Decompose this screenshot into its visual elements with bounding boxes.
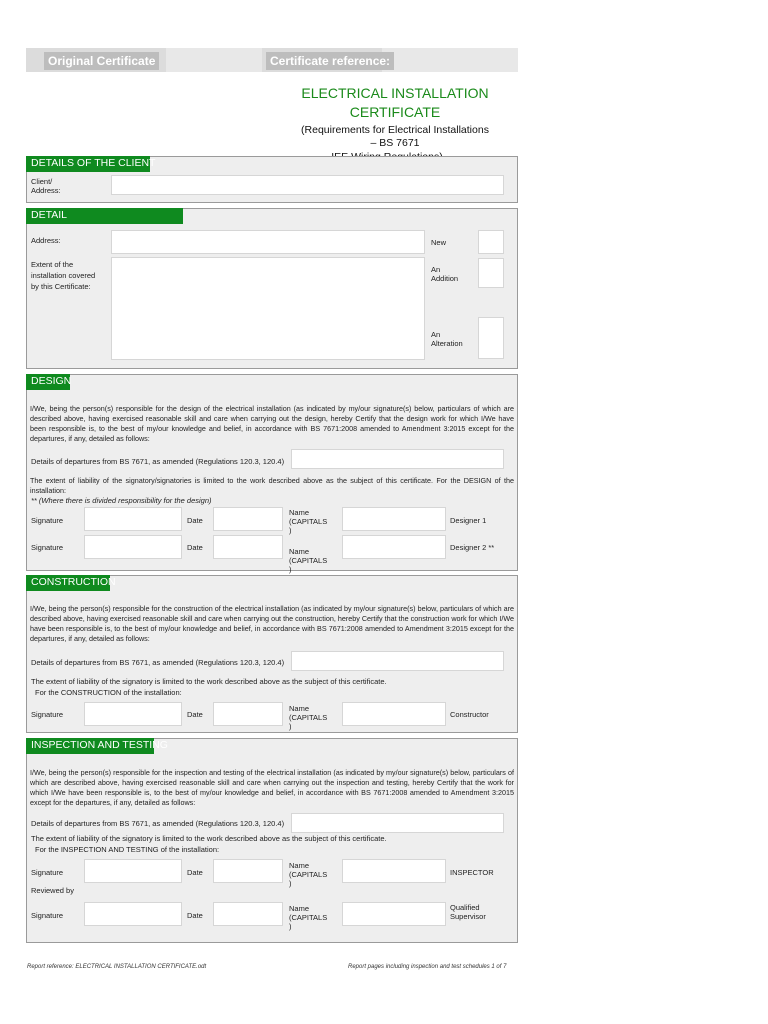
extent-field[interactable] <box>111 257 425 360</box>
design-name-label-1: Name (CAPITALS ) <box>289 508 328 535</box>
design-signature-field-1[interactable] <box>84 507 182 531</box>
inspection-signature-label-2: Signature <box>31 911 64 920</box>
inspection-date-label-1: Date <box>187 868 203 877</box>
page-subtitle-line2: – BS 7671 <box>370 137 420 149</box>
design-date-field-2[interactable] <box>213 535 283 559</box>
client-address-field[interactable] <box>111 175 504 195</box>
design-name-label-2: Name (CAPITALS ) <box>289 547 328 574</box>
construction-date-field[interactable] <box>213 702 283 726</box>
footer-report-reference: Report reference: ELECTRICAL INSTALLATION CERTIFICATE.odt <box>27 964 207 970</box>
client-section-heading: DETAILS OF THE CLIENT <box>26 156 150 172</box>
footer-page-count: Report pages including inspection and test schedules 1 of 7 <box>348 964 507 970</box>
qualified-supervisor-label: Qualified Supervisor <box>450 903 486 921</box>
inspection-name-field-2[interactable] <box>342 902 446 926</box>
construction-date-label: Date <box>187 710 203 719</box>
certificate-reference-label: Certificate reference: <box>266 52 394 70</box>
addition-label: An Addition <box>431 265 459 283</box>
design-name-field-1[interactable] <box>342 507 446 531</box>
inspection-departures-label: Details of departures from BS 7671, as amended (Regulations 120.3, 120.4) <box>31 819 285 828</box>
inspection-name-field-1[interactable] <box>342 859 446 883</box>
design-note: ** (Where there is divided responsibility for the design) <box>31 496 212 505</box>
construction-name-label: Name (CAPITALS ) <box>289 704 328 731</box>
inspector-label: INSPECTOR <box>450 868 494 877</box>
reviewed-by-label: Reviewed by <box>31 886 74 895</box>
addition-checkbox[interactable] <box>478 258 504 288</box>
page-title-line2: CERTIFICATE <box>349 104 441 120</box>
inspection-name-label-2: Name (CAPITALS ) <box>289 904 328 931</box>
design-date-field-1[interactable] <box>213 507 283 531</box>
client-address-label: Client/ Address: <box>31 177 61 195</box>
construction-section-heading: CONSTRUCTION <box>26 575 110 591</box>
designer-2-label: Designer 2 ** <box>450 543 495 552</box>
inspection-section-heading: INSPECTION AND TESTING <box>26 738 154 754</box>
installation-address-field[interactable] <box>111 230 425 254</box>
construction-signature-label: Signature <box>31 710 64 719</box>
inspection-name-label-1: Name (CAPITALS ) <box>289 861 328 888</box>
new-checkbox[interactable] <box>478 230 504 254</box>
alteration-label: An Alteration <box>431 330 463 348</box>
original-certificate-label: Original Certificate <box>44 52 159 70</box>
designer-1-label: Designer 1 <box>450 516 487 525</box>
inspection-extent-text1: The extent of liability of the signatory is limited to the work described above as the subject of this certificate. <box>31 834 387 843</box>
construction-paragraph: I/We, being the person(s) responsible for the construction of the electrical installation (as indicated by my/our signature(s) below, particulars of which are described above, having exercised reasonable skill and care when carrying out the construction, hereby Certify that the construction work for which I/We have been responsible is, to the best of my/our knowledge and belief, in accordance with BS 7671:2008 amended to Amendment 3:2015 except for the departures, if any, detailed as follows: <box>30 604 514 643</box>
design-extent-text: The extent of liability of the signatory/signatories is limited to the work described above as the subject of this certificate. For the DESIGN of the installation: <box>30 476 514 495</box>
construction-departures-label: Details of departures from BS 7671, as amended (Regulations 120.3, 120.4) <box>31 658 285 667</box>
original-certificate-field[interactable] <box>166 48 262 72</box>
alteration-checkbox[interactable] <box>478 317 504 359</box>
page-subtitle-line1: (Requirements for Electrical Installations <box>301 124 489 136</box>
inspection-extent-text2: For the INSPECTION AND TESTING of the installation: <box>35 845 220 854</box>
inspection-paragraph: I/We, being the person(s) responsible for the inspection and testing of the electrical installation (as indicated by my/our signature(s) below, particulars of which are described above, having exercised reasonable skill and care when carrying out the inspection and testing, hereby Certify that the work for which I/We have been responsible is, to the best of my/our knowledge and belief, in accordance with BS 7671:2008 amended to Amendment 3:2015 except for the departures, if any, detailed as follows: <box>30 768 514 807</box>
construction-departures-field[interactable] <box>291 651 504 671</box>
design-signature-field-2[interactable] <box>84 535 182 559</box>
extent-label: Extent of the installation covered by this Certificate: <box>31 260 96 291</box>
construction-signature-field[interactable] <box>84 702 182 726</box>
installation-address-label: Address: <box>31 236 61 245</box>
design-name-field-2[interactable] <box>342 535 446 559</box>
design-date-label-1: Date <box>187 516 203 525</box>
construction-name-field[interactable] <box>342 702 446 726</box>
page-title-line1: ELECTRICAL INSTALLATION <box>301 85 489 101</box>
inspection-signature-label-1: Signature <box>31 868 64 877</box>
design-departures-field[interactable] <box>291 449 504 469</box>
construction-extent-text2: For the CONSTRUCTION of the installation: <box>35 688 182 697</box>
design-signature-label-2: Signature <box>31 543 64 552</box>
design-paragraph: I/We, being the person(s) responsible for the design of the electrical installation (as indicated by my/our signature(s) below, particulars of which are described above, having exercised reasonable skill and care when carrying out the design, hereby Certify that the design work for which I/We have been responsible is, to the best of my/our knowledge and belief, in accordance with BS 7671:2008 amended to Amendment 3:2015 except for the departures, if any, detailed as follows: <box>30 404 514 443</box>
inspection-date-field-2[interactable] <box>213 902 283 926</box>
constructor-label: Constructor <box>450 710 489 719</box>
design-section-heading: DESIGN <box>26 374 70 390</box>
certificate-reference-field[interactable] <box>382 48 518 72</box>
design-departures-label: Details of departures from BS 7671, as amended (Regulations 120.3, 120.4) <box>31 457 285 466</box>
installation-section-heading: DETAIL <box>26 208 183 224</box>
inspection-signature-field-1[interactable] <box>84 859 182 883</box>
inspection-date-field-1[interactable] <box>213 859 283 883</box>
inspection-date-label-2: Date <box>187 911 203 920</box>
new-label: New <box>431 238 447 247</box>
design-date-label-2: Date <box>187 543 203 552</box>
design-signature-label-1: Signature <box>31 516 64 525</box>
inspection-departures-field[interactable] <box>291 813 504 833</box>
inspection-signature-field-2[interactable] <box>84 902 182 926</box>
construction-extent-text1: The extent of liability of the signatory is limited to the work described above as the subject of this certificate. <box>31 677 387 686</box>
